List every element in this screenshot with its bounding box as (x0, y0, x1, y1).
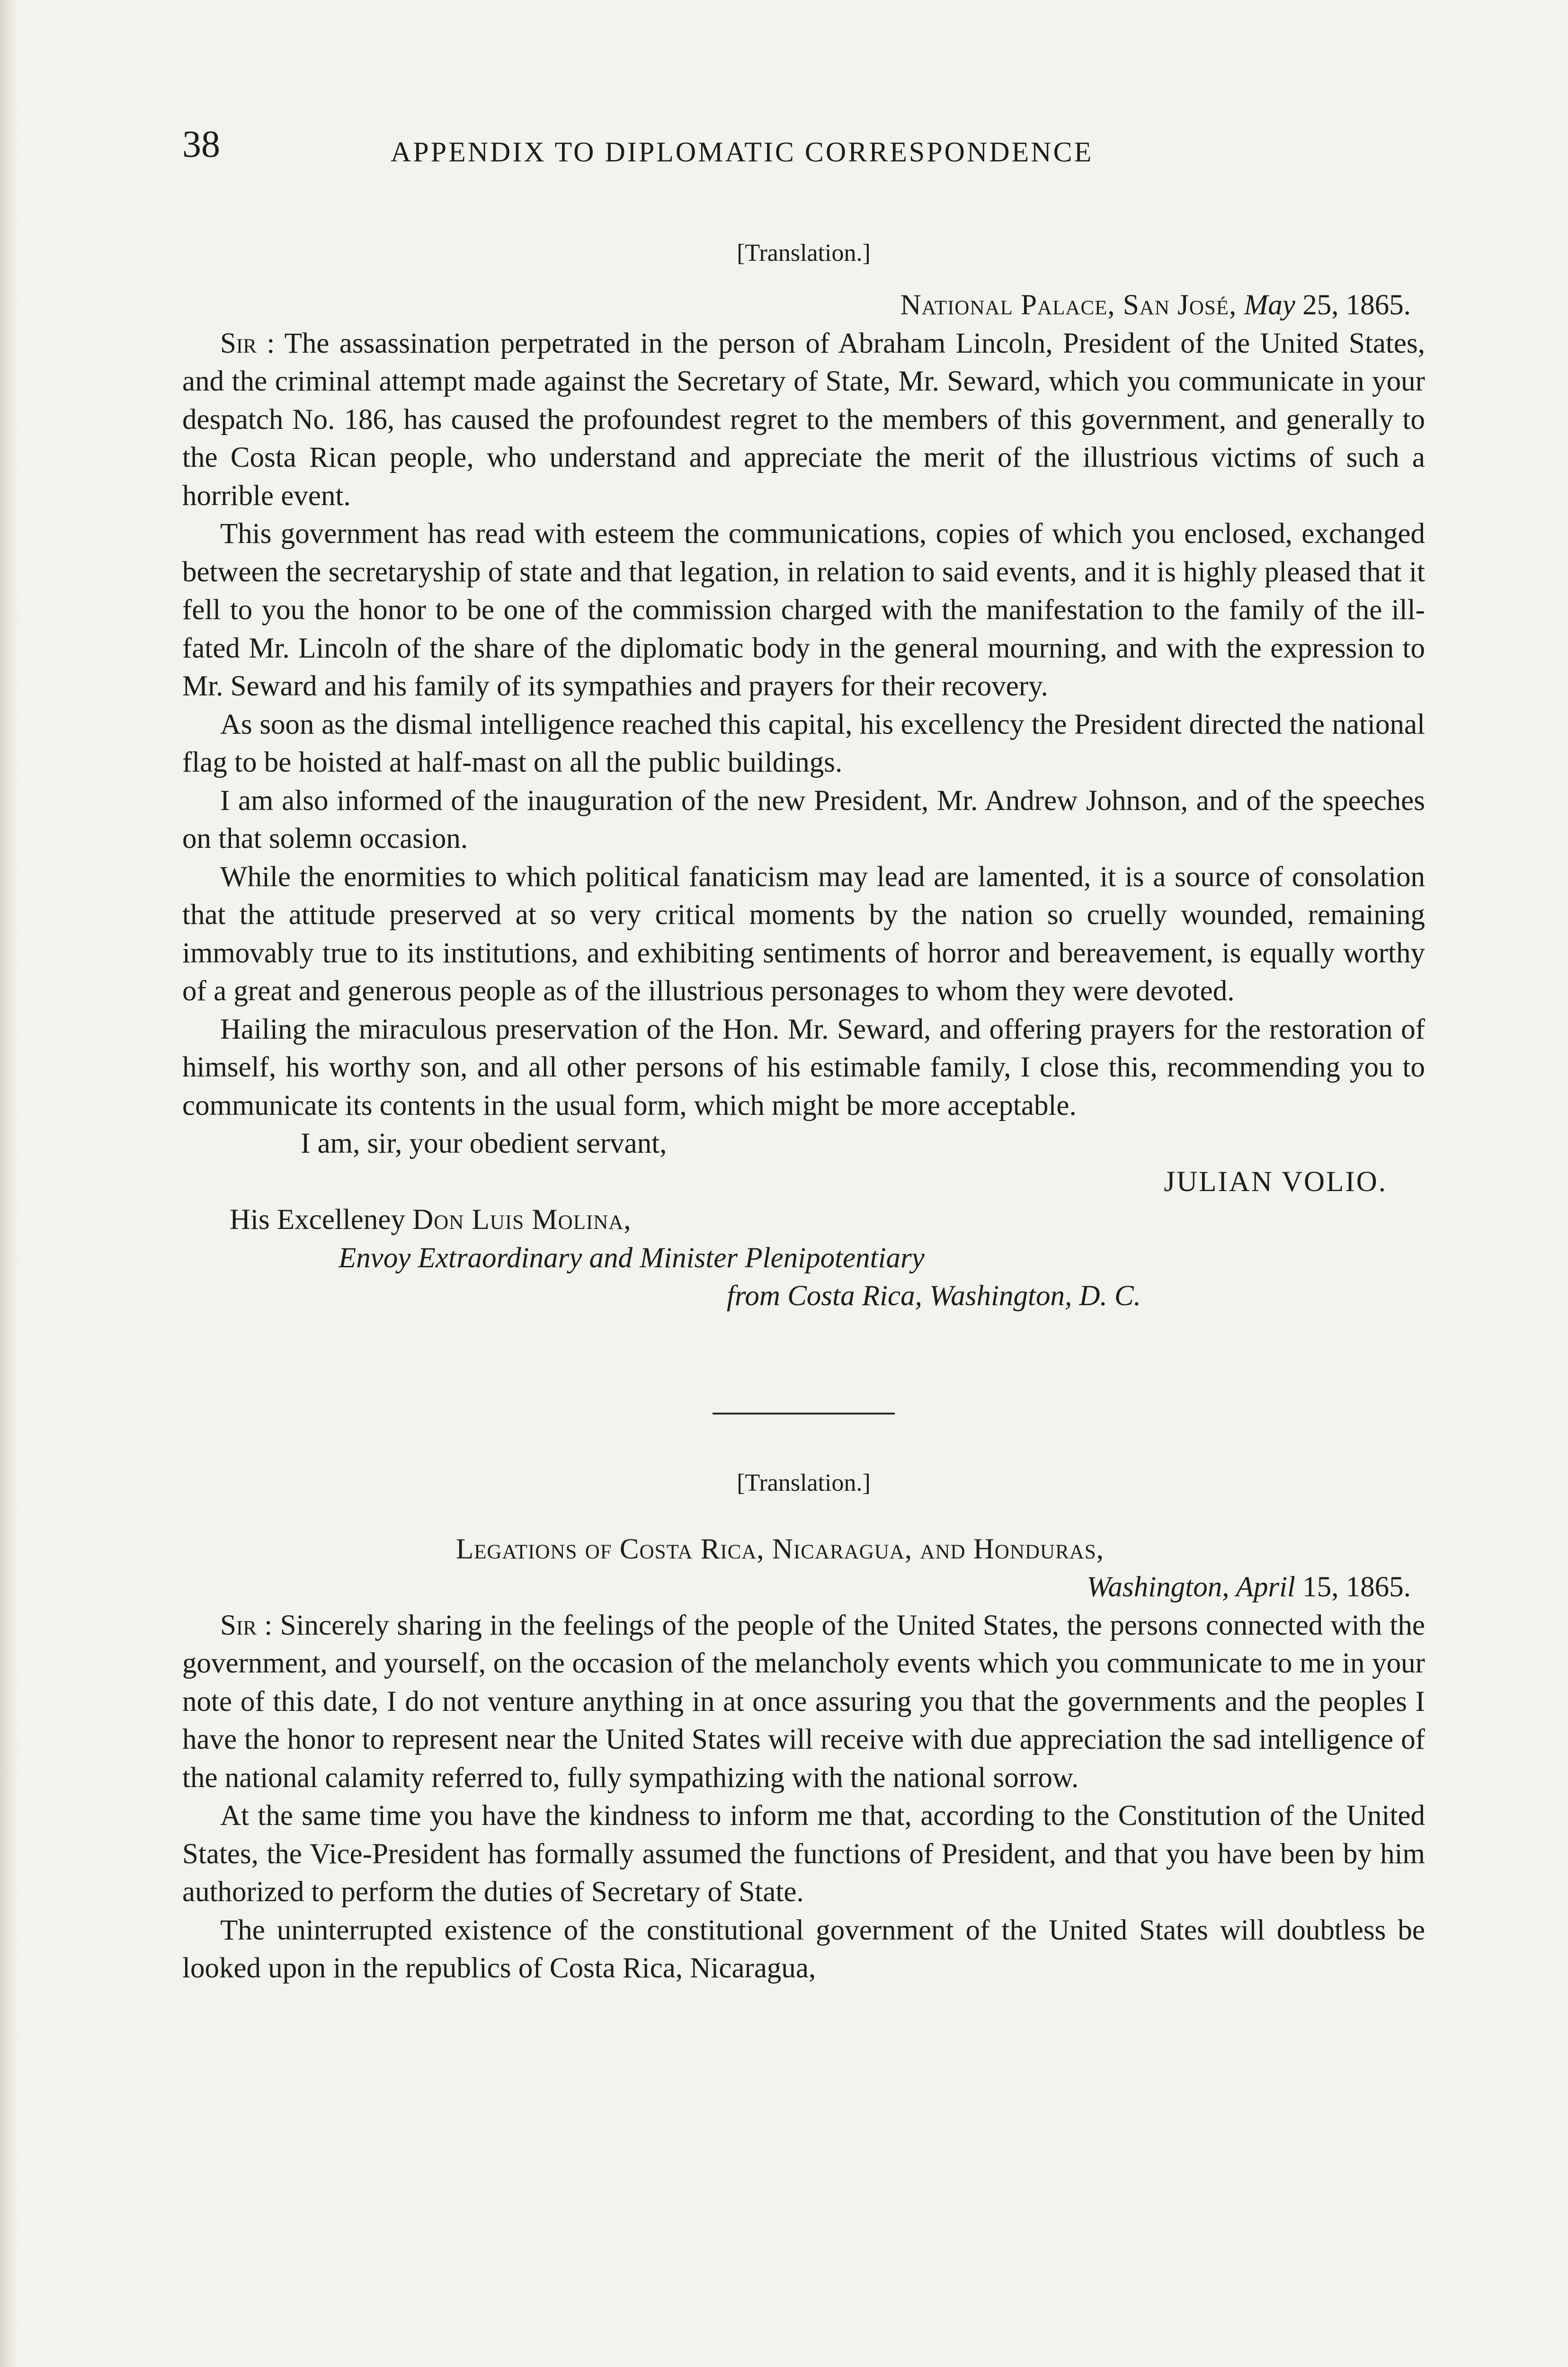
letter2-paragraph-2: At the same time you have the kindness to inform me that, according to the Constitution of the United States, the Vice-President has formally assumed the functions of President, and that you have been by him authorized to perform the duties of Secretary of State. (182, 1800, 1425, 1908)
salutation: Sir : (220, 1609, 273, 1641)
translation-note-1: [Translation.] (737, 240, 871, 267)
running-header (182, 125, 1425, 178)
legations-heading: Legations of Costa Rica, Nicaragua, and Honduras, (455, 1533, 1105, 1565)
salutation: Sir : (220, 327, 275, 359)
signature: JULIAN VOLIO. (1164, 1166, 1387, 1198)
addressee-name: Don Luis Molina, (412, 1204, 632, 1236)
running-title: APPENDIX TO DIPLOMATIC CORRESPONDENCE (391, 136, 1094, 168)
paragraph-text: The assassination perpetrated in the person of Abraham Lincoln, President of the United States, and the criminal attempt made against the Secretary of State, Mr. Seward, which you communicate in your despatch No. 186, has caused the profoundest regret to the members of this government, and generally to the Costa Rican people, who understand and appreciate the merit of the illustrious victims of such a horrible event. (182, 327, 1425, 512)
letter1-paragraph-4: I am also informed of the inauguration of the new President, Mr. Andrew Johnson, and of the speeches on that solemn occasion. (182, 784, 1425, 854)
letter1-paragraph-2: This government has read with esteem the communications, copies of which you enclosed, exchanged between the secretaryship of state and that legation, in relation to said events, and it is highly pleased that it fell to you the honor to be one of the commission charged with the manifestation to the family of the ill-fated Mr. Lincoln of the share of the diplomatic body in the general mourning, and with the expression to Mr. Seward and his family of its sympathies and prayers for their recovery. (182, 518, 1425, 702)
letter1-paragraph-6: Hailing the miraculous preservation of the Hon. Mr. Seward, and offering prayers for the restoration of himself, his worthy son, and all other persons of his estimable family, I close this, recommending you to communicate its contents in the usual form, which might be more acceptable. (182, 1013, 1425, 1121)
dateline-city-month: Washington, April (1087, 1571, 1295, 1603)
paragraph-text: Sincerely sharing in the feelings of the people of the United States, the persons connected with the government, and yourself, on the occasion of the melancholy events which you communicate to me in your note of this date, I do not venture anything in at once assuring you that the governments and the peoples I have the honor to represent near the United States will receive with due appreciation the sad intelligence of the national calamity referred to, fully sympathizing with the national sorrow. (182, 1609, 1425, 1794)
addressee-line (182, 1201, 1425, 1239)
text-column (182, 125, 1425, 1988)
dateline-day-year: 25, 1865. (1302, 289, 1411, 321)
letter1-paragraph-5: While the enormities to which political fanaticism may lead are lamented, it is a source of consolation that the attitude preserved at so very critical moments by the nation so cruelly wounded, remaining immovably true to its institutions, and exhibiting sentiments of horror and bereavement, is equally worthy of a great and generous people as of the illustrious personages to whom they were devoted. (182, 861, 1425, 1007)
dateline-month: May (1244, 289, 1295, 321)
translation-note-2: [Translation.] (737, 1469, 871, 1496)
letter1-paragraph-1 (182, 325, 1425, 516)
page-number: 38 (182, 124, 220, 165)
addressee-title: Envoy Extraordinary and Minister Plenipotentiary (339, 1242, 925, 1274)
addressee-place: from Costa Rica, Washington, D. C. (727, 1280, 1141, 1312)
dateline-day-year: 15, 1865. (1302, 1571, 1411, 1603)
dateline-1 (182, 286, 1425, 325)
closing-line: I am, sir, your obedient servant, (301, 1128, 667, 1159)
letter2-paragraph-3: The uninterrupted existence of the constitutional government of the United States will doubtless be looked upon in the republics of Costa Rica, Nicaragua, (182, 1914, 1425, 1984)
dateline-2 (182, 1568, 1425, 1607)
section-divider (713, 1413, 895, 1415)
dateline-place: National Palace, San José, (900, 289, 1237, 321)
letter2-paragraph-1 (182, 1607, 1425, 1797)
page-binding-edge (0, 0, 19, 2367)
addressee-prefix: His Excelleney (230, 1204, 405, 1236)
letter1-paragraph-3: As soon as the dismal intelligence reached this capital, his excellency the President directed the national flag to be hoisted at half-mast on all the public buildings. (182, 708, 1425, 778)
